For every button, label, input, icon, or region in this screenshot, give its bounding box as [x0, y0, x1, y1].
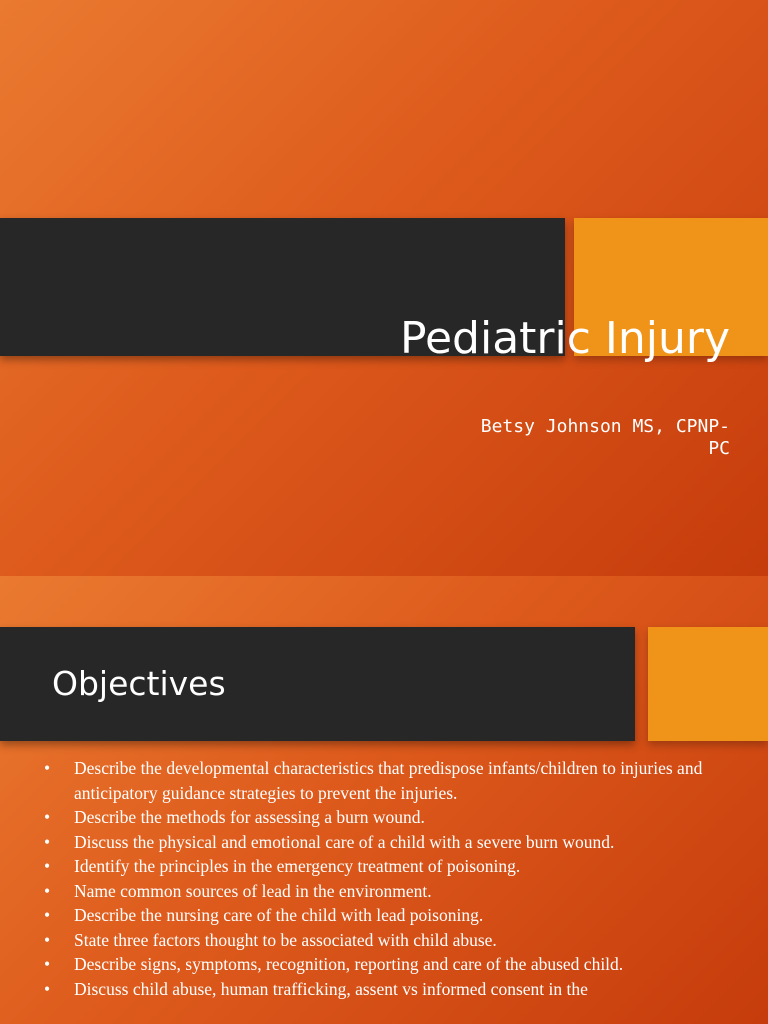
objective-item	[0, 854, 740, 879]
objective-item	[0, 830, 740, 855]
objective-item	[0, 879, 740, 904]
bullet-icon: •	[44, 978, 51, 999]
slide-subtitle: Betsy Johnson MS, CPNP-PC	[480, 416, 730, 459]
objectives-list	[0, 756, 740, 1001]
objective-text: Discuss the physical and emotional care of a child with a severe burn wound.	[74, 831, 615, 852]
bullet-icon: •	[44, 929, 51, 950]
objective-text: State three factors thought to be associated with child abuse.	[74, 929, 497, 950]
slide-title: Pediatric Injury	[400, 313, 730, 364]
objective-text: Identify the principles in the emergency treatment of poisoning.	[74, 856, 521, 876]
bullet-icon: •	[44, 905, 51, 925]
bullet-icon: •	[44, 880, 51, 901]
bullet-icon: •	[44, 758, 51, 778]
bullet-icon: •	[44, 831, 51, 852]
objective-text: Name common sources of lead in the environment.	[74, 880, 432, 901]
objective-text: Describe the methods for assessing a burn wound.	[74, 807, 425, 827]
bullet-icon: •	[44, 807, 51, 827]
objective-item	[0, 805, 740, 830]
bullet-icon: •	[44, 954, 51, 974]
objective-text: Describe signs, symptoms, recognition, reporting and care of the abused child.	[74, 954, 624, 974]
objective-item	[0, 928, 740, 953]
bullet-icon: •	[44, 856, 51, 876]
objective-item	[0, 903, 740, 928]
objective-text: Describe the nursing care of the child with lead poisoning.	[74, 905, 484, 925]
objective-item	[0, 952, 740, 977]
objectives-heading: Objectives	[52, 664, 226, 703]
objectives-slide	[0, 576, 768, 1024]
objectives-accent-block	[648, 627, 768, 741]
objective-item	[0, 977, 740, 1002]
objective-text: Describe the developmental characteristics that predispose infants/children to injuries and anticipatory guidance strategies to prevent the injuries.	[74, 758, 703, 803]
objective-item	[0, 756, 740, 805]
objective-text: Discuss child abuse, human trafficking, assent vs informed consent in the	[74, 978, 588, 999]
